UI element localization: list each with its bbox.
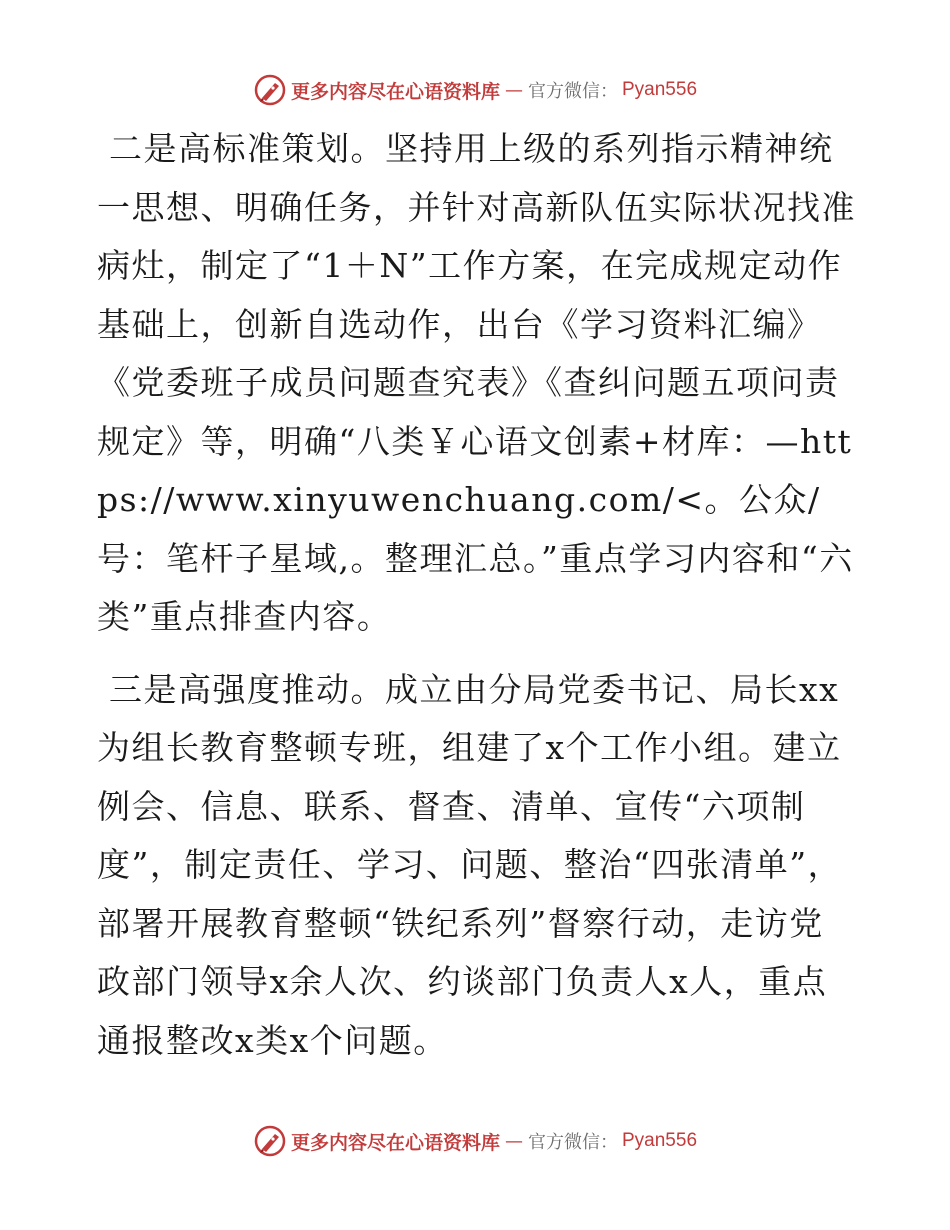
paragraph-high-standard-planning: 二是高标准策划。坚持用上级的系列指示精神统一思想、明确任务，并针对高新队伍实际状况找准病灶，制定了“1＋N”工作方案，在完成规定动作基础上，创新自选动作，出台《学习资料汇编》《党委班子成员问题查究表》《查纠问题五项问责规定》等，明确“八类￥心语文创素+材库：—https://www.xinyuwenchuang.com/<。公众/号：笔杆子星域,。整理汇总。”重点学习内容和“六类”重点排查内容。 — [97, 129, 856, 636]
footer-brand — [253, 1124, 697, 1158]
footer-separator: — — [505, 1130, 523, 1152]
header-site-text: 更多内容尽在心语资料库 — [290, 80, 500, 103]
page-header — [0, 70, 950, 110]
footer-site-text: 更多内容尽在心语资料库 — [290, 1131, 500, 1154]
pen-logo-icon — [253, 73, 287, 107]
pen-logo-icon — [253, 1124, 287, 1158]
header-wechat-id: Pyan556 — [622, 79, 698, 100]
footer-wechat-id: Pyan556 — [622, 1130, 698, 1151]
document-body — [97, 120, 857, 1070]
page-footer — [0, 1121, 950, 1161]
header-official-label: 官方微信： — [528, 81, 618, 102]
header-brand — [253, 73, 697, 107]
paragraph-high-intensity-promotion: 三是高强度推动。成立由分局党委书记、局长xx为组长教育整顿专班，组建了x个工作小组。建立例会、信息、联系、督查、清单、宣传“六项制度”，制定责任、学习、问题、整治“四张清单”，部署开展教育整顿“铁纪系列”督察行动，走访党政部门领导x余人次、约谈部门负责人x人，重点通报整改x类x个问题。 — [97, 669, 843, 1060]
header-separator: — — [505, 79, 523, 101]
footer-official-label: 官方微信： — [528, 1132, 618, 1153]
